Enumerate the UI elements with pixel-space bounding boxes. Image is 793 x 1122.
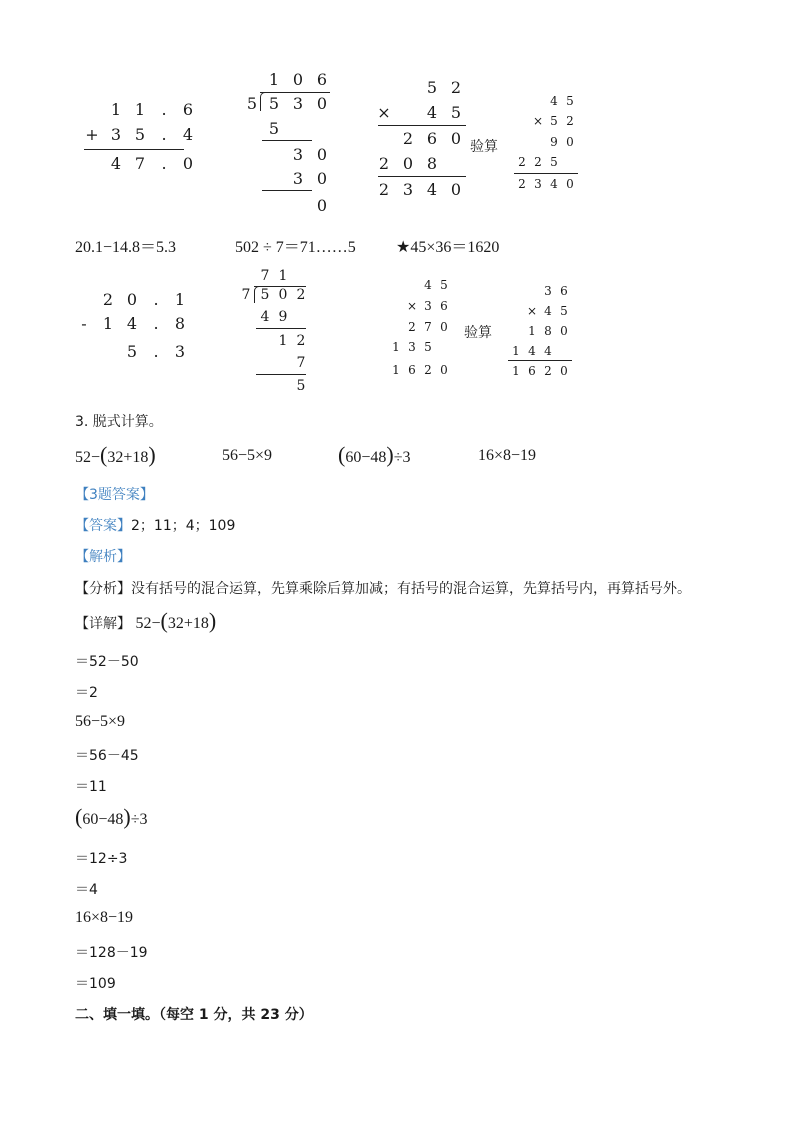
check-multiplication-36x45: 3 6 × 4 5 1 8 0 1 4 4 1 6 2 0 [508,284,576,384]
equation-1: 20.1−14.8＝5.3 [75,239,177,256]
expression-4: 16×8−19 [478,447,537,464]
check-multiplication-45x52: 4 5 × 5 2 9 0 2 2 5 2 3 4 0 [514,94,582,194]
step-line: ＝56－45 [75,748,139,764]
answer-values: 2；11；4；109 [131,518,236,534]
long-division-502: 7 1 7 5 0 2 4 9 1 2 7 5 [241,268,306,394]
detail-label: 【详解】 [75,616,131,632]
expression-1: 52−(32+18) [75,442,156,467]
detail-line [75,610,216,633]
step-line: ＝52－50 [75,654,139,670]
step-line: 56−5×9 [75,713,126,730]
step-line: ＝2 [75,685,98,701]
step-line: (60−48)÷3 [75,804,148,829]
section-2-heading: 二、填一填。（每空 1 分，共 23 分） [75,1007,313,1023]
answer-line [75,515,235,535]
expression-3: (60−48)÷3 [338,442,411,467]
vertical-multiplication-45x36: 4 5 × 3 6 2 7 0 1 3 5 1 6 2 0 [392,278,448,377]
answer-tag: 【3题答案】 [75,487,154,503]
step-line: ＝128－19 [75,945,148,961]
vertical-subtraction: 2 0 . 1 - 1 4 . 8 5 . 3 [81,290,186,361]
equation-2: 502 ÷ 7＝71……5 [235,239,356,256]
verify-label: 验算 [464,325,492,341]
fenxi-label: 【分析】 [75,581,131,597]
equation-3: ★45×36＝1620 [396,239,500,256]
long-division-530: 1 0 6 5 5 3 0 5 3 0 3 0 0 [246,70,336,220]
detail-expression: 52−(32+18) [135,608,217,633]
answer-label: 【答案】 [75,518,131,534]
analysis-tag: 【解析】 [75,549,131,565]
expression-2: 56−5×9 [222,447,273,464]
step-line: ＝109 [75,976,116,992]
vertical-addition: 1 1 . 6 + 3 5 . 4 4 7 . 0 [85,100,194,173]
vertical-multiplication-52x45: 5 2 × 4 5 2 6 0 2 0 8 2 3 4 0 [372,78,468,208]
verify-label: 验算 [470,139,498,155]
step-line: ＝12÷3 [75,851,128,867]
fenxi-text: 没有括号的混合运算，先算乘除后算加减；有括号的混合运算，先算括号内，再算括号外。 [131,581,691,597]
question-3-title: 3. 脱式计算。 [75,414,163,430]
step-line: ＝4 [75,882,98,898]
fenxi-line [75,578,691,598]
step-line: ＝11 [75,779,107,795]
step-line: 16×8−19 [75,909,134,926]
